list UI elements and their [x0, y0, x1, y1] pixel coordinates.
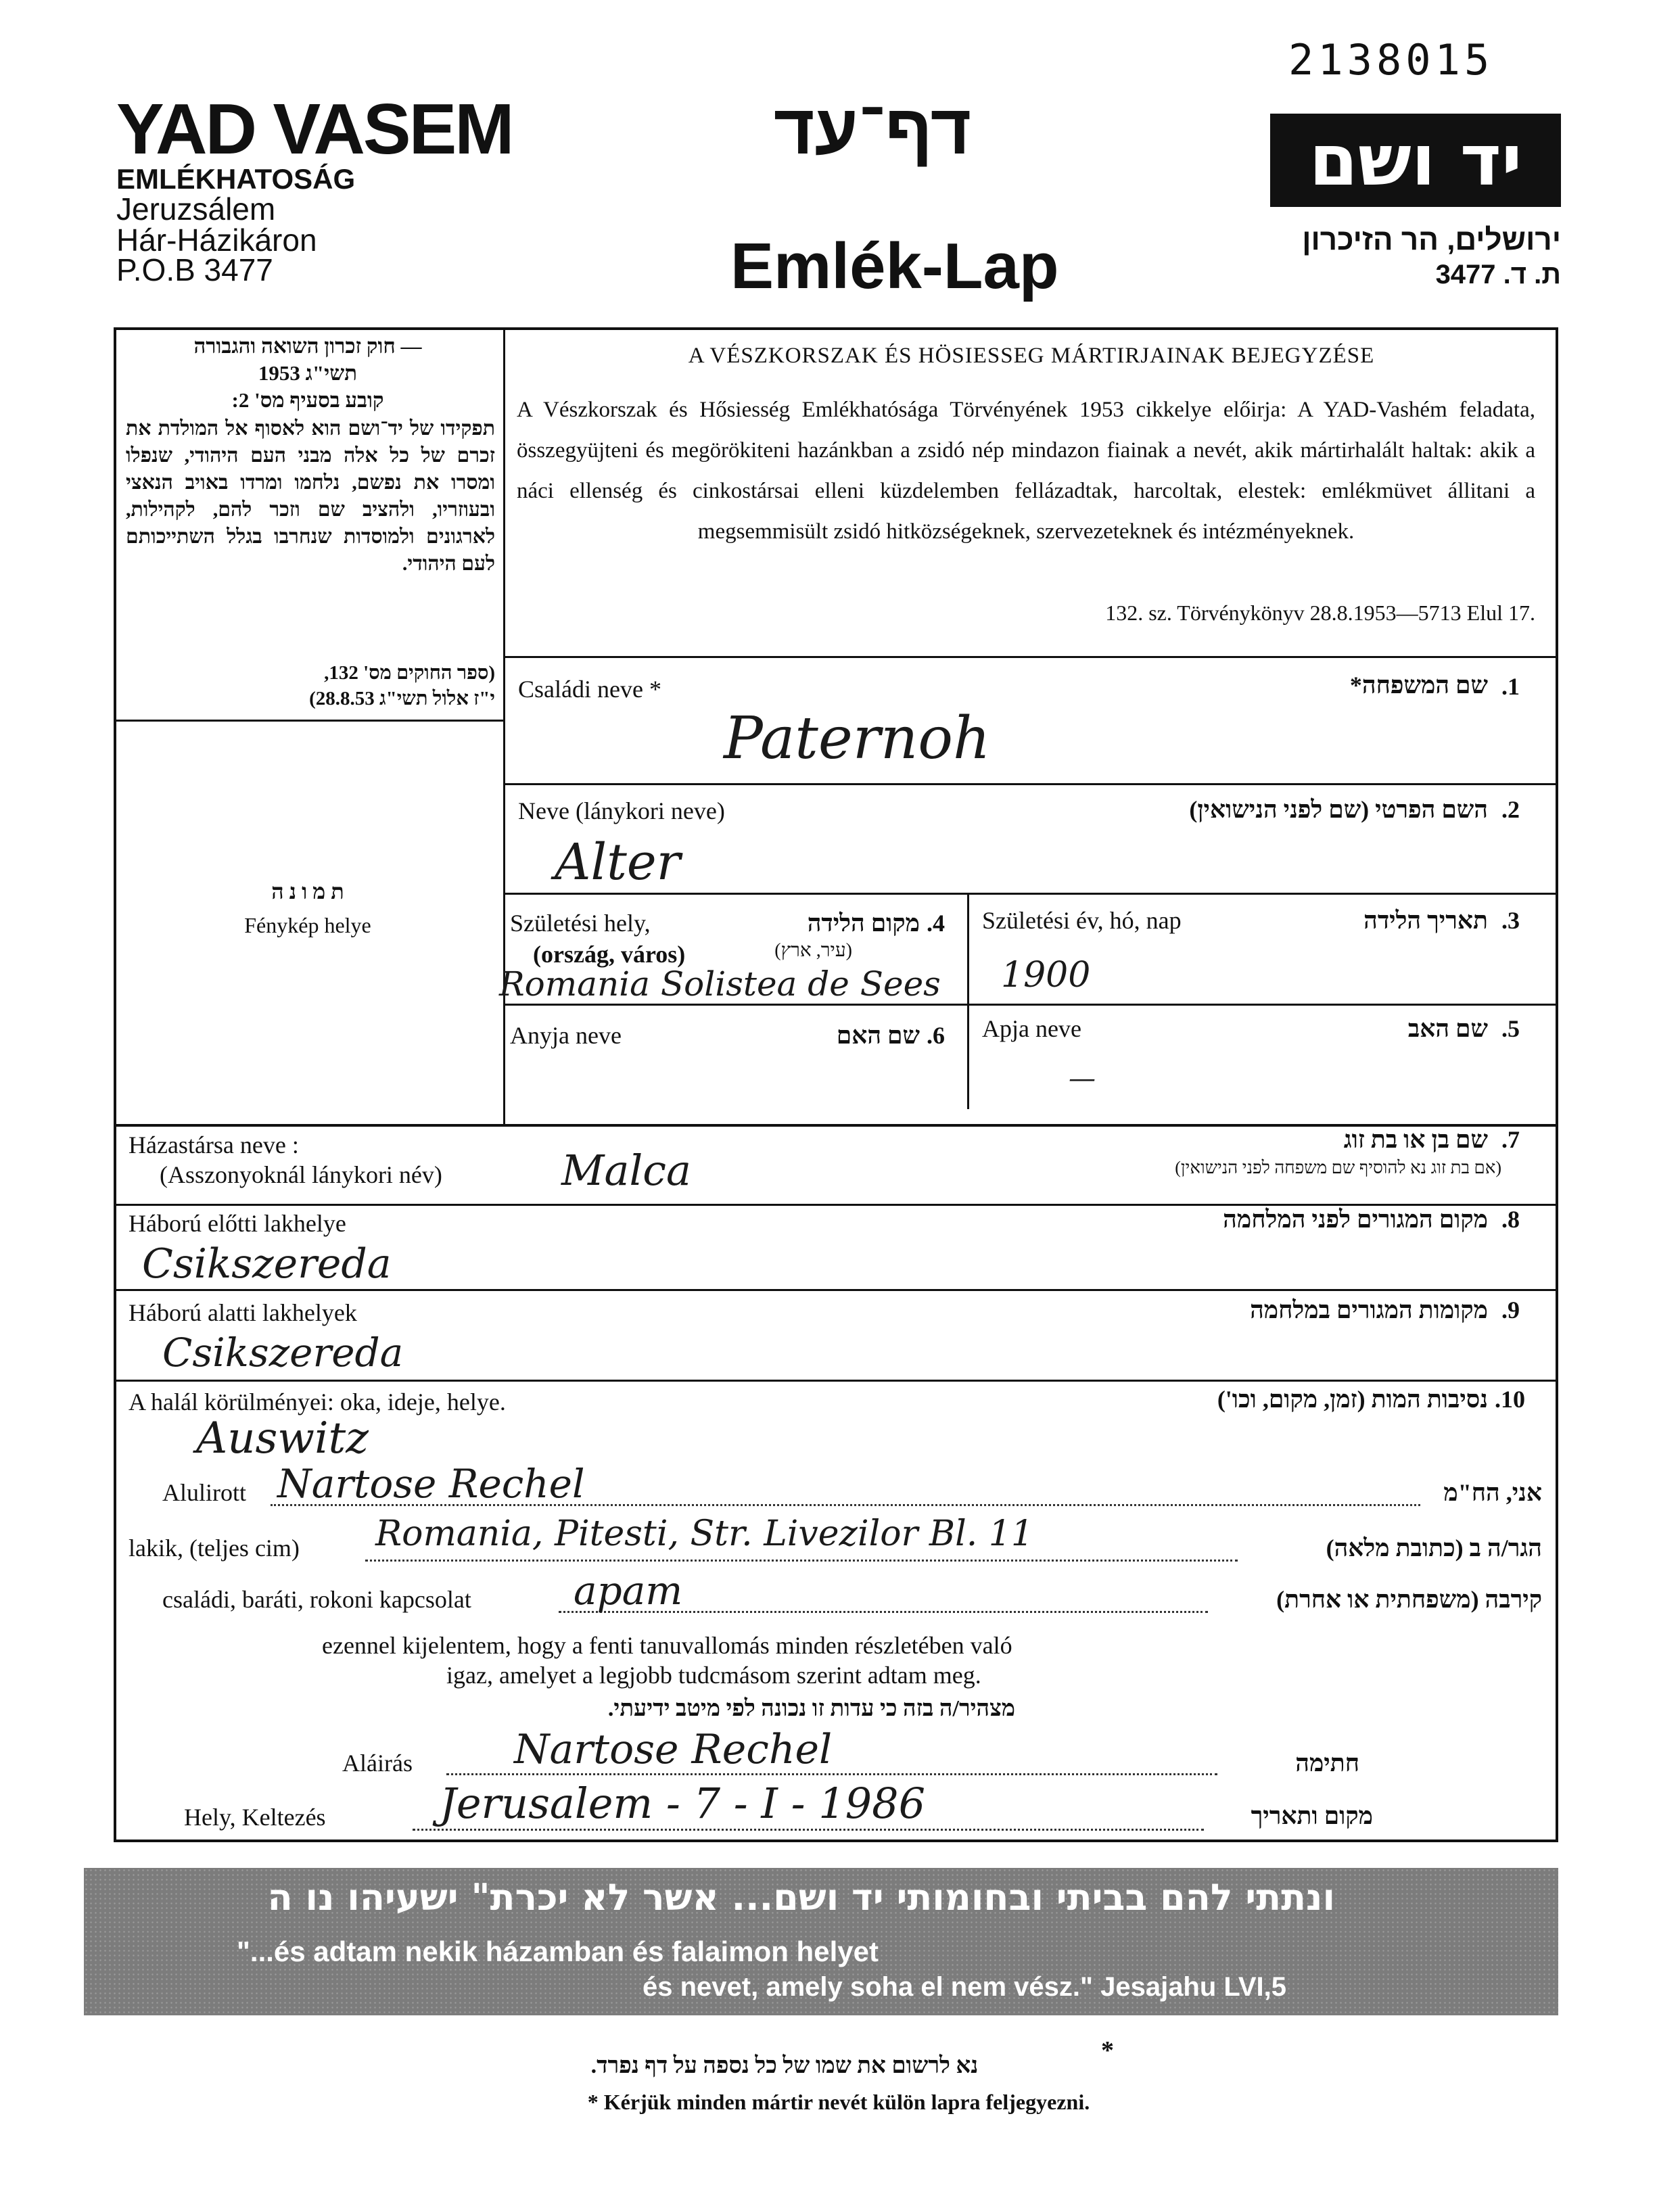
statement-line-2: igaz, amelyet a legjobb tudcmásom szerint adtam meg. [446, 1662, 981, 1689]
field-1-hebrew: שם המשפחה* [1349, 672, 1488, 699]
declarant-relation-value: apam [574, 1568, 683, 1614]
footer-hebrew: נא לרשום את שמו של כל נספה על דף נפרד. [590, 2053, 979, 2078]
field-3-hebrew: תאריך הלידה [1363, 907, 1488, 934]
field-2-number: .2 [1501, 796, 1520, 823]
frame-right [1556, 327, 1558, 1146]
frame-top [114, 327, 1558, 330]
field-7-value: Malca [561, 1146, 691, 1195]
declarant-address-value: Romania, Pitesti, Str. Livezilor Bl. 11 [375, 1514, 1033, 1554]
law-ref2: י"ז אלול תשי"ג 28.8.53) [309, 688, 495, 709]
field-6-number: .6 [927, 1022, 945, 1049]
field-2-label: Neve (lánykori neve) [518, 797, 725, 824]
field-7-number: .7 [1501, 1126, 1520, 1153]
field-6-label: Anyja neve [510, 1022, 622, 1049]
law-box-divider [503, 327, 505, 1125]
law-heading [122, 333, 494, 414]
org-sub: EMLÉKHATOSÁG [116, 163, 356, 195]
declarant-address-hebrew: הגר/ה ב (כתובת מלאה) [1326, 1535, 1542, 1562]
law-reference [126, 660, 495, 711]
field-9-value: Csikszereda [162, 1330, 404, 1376]
law-line1: — חוק זכרון השואה והגבורה [193, 334, 422, 358]
field-1-label: Családi neve * [518, 676, 661, 703]
law-line3: קובע בסעיף מס' 2: [231, 388, 384, 412]
place-date-value: Jerusalem - 7 - I - 1986 [440, 1779, 926, 1828]
photo-label: Fénykép helye [244, 913, 371, 937]
field-8-hebrew: מקום המגורים לפני המלחמה [1223, 1206, 1488, 1233]
declarant-address-line [365, 1558, 1238, 1562]
statement-line-1: ezennel kijelentem, hogy a fenti tanuvallomás minden részletében való [322, 1632, 1012, 1659]
field-1-number: .1 [1501, 673, 1520, 700]
photo-hebrew: ת מ ו נ ה [271, 879, 344, 904]
banner-hebrew: ונתתי להם בביתי ובחומותי יד ושם... אשר לא יכרת" ישעיהו נו ה [267, 1876, 1335, 1919]
lower-frame-left [114, 1124, 116, 1842]
field-2-value: Alter [555, 833, 681, 891]
field-4-label: Születési hely, [510, 910, 651, 937]
quote-banner [84, 1868, 1558, 2015]
page-title: Emlék-Lap [730, 230, 1059, 302]
field-7-label-2: (Asszonyoknál lánykori név) [160, 1161, 442, 1188]
lower-frame-right [1556, 1124, 1558, 1842]
place-date-hebrew: מקום ותאריך [1251, 1802, 1373, 1829]
field-line-1 [503, 656, 1558, 658]
org-name: YAD VASEM [116, 89, 513, 169]
field-3-number: .3 [1501, 907, 1520, 934]
logo [1270, 114, 1561, 207]
org-street: Hár-Házikáron [116, 222, 317, 258]
field-vertical-divider [967, 893, 969, 1109]
intro-citation: 132. sz. Törvénykönyv 28.8.1953—5713 Elul 17. [1105, 601, 1535, 625]
logo-hebrew: יד ושם [1309, 119, 1522, 202]
field-8-number: .8 [1501, 1206, 1520, 1233]
field-5-label: Apja neve [982, 1015, 1081, 1042]
field-10-number: .10 [1495, 1386, 1525, 1413]
field-4-hebrew-2: (עיר, ארץ) [774, 940, 852, 961]
field-4-number: .4 [927, 910, 945, 937]
field-1-value: Paternoh [724, 705, 991, 772]
org-city: Jeruzsálem [116, 191, 276, 227]
title-hebrew: דף־עד [773, 91, 972, 169]
declarant-relation-label: családi, baráti, rokoni kapcsolat [162, 1586, 471, 1613]
org-pob: P.O.B 3477 [116, 252, 273, 287]
law-ref1: (ספר החוקים מס' 132, [324, 662, 495, 684]
field-10-hebrew: נסיבות המות (זמן, מקום, וכו') [1217, 1386, 1488, 1413]
field-9-number: .9 [1501, 1296, 1520, 1323]
field-4-value: Romania Solistea de Sees [499, 964, 941, 1004]
field-6-hebrew: שם האם [836, 1022, 920, 1049]
declarant-name-value: Nartose Rechel [277, 1461, 585, 1507]
statement-hebrew: מצהיר/ה בזה כי עדות זו נכונה לפי מיטב ידיעתי. [607, 1696, 1016, 1721]
intro-heading: A VÉSZKORSZAK ÉS HÖSIESSEG MÁRTIRJAINAK BEJEGYZÉSE [688, 344, 1375, 368]
field-4-hebrew: מקום הלידה [807, 910, 920, 937]
footer-text: * Kérjük minden mártir nevét külön lapra feljegyezni. [587, 2090, 1090, 2114]
signature-hebrew: חתימה [1295, 1750, 1359, 1777]
field-3-value: 1900 [1001, 955, 1091, 995]
field-5-value: — [1069, 1063, 1096, 1094]
field-10-label: A halál körülményei: oka, ideje, helye. [129, 1388, 506, 1415]
field-line-3 [503, 893, 1558, 895]
field-7-label: Házastársa neve : [129, 1131, 299, 1158]
address-hebrew: ירושלים, הר הזיכרון [1302, 223, 1561, 256]
law-body: תפקידו של יד־ושם הוא לאסוף אל המולדת את זכרם של כל אלה מבני העם היהודי, שנפלו ומסרו את נפשם, נלחמו ומרדו באויב הנאצי ובעוזריו, ולהציב שם וזכר להם, לקהילות, לארגונים ולמוסדות שנחרבו בגלל השתייכותם לעם היהודי. [126, 417, 495, 575]
footer-star: * [1101, 2036, 1114, 2065]
field-3-label: Születési év, hó, nap [982, 907, 1182, 934]
lower-frame-bottom [114, 1840, 1558, 1842]
field-9-label: Háború alatti lakhelyek [129, 1299, 357, 1326]
field-line-2 [503, 783, 1558, 785]
banner-line-2: és nevet, amely soha el nem vész." Jesajahu LVI,5 [643, 1972, 1287, 2002]
field-9-hebrew: מקומות המגורים במלחמה [1250, 1296, 1488, 1323]
signature-value: Nartose Rechel [514, 1726, 833, 1773]
law-line2: תשי"ג 1953 [258, 361, 358, 385]
intro-text: A Vészkorszak és Hősiesség Emlékhatósága Törvényének 1953 cikkelye előirja: A YAD-Vashém feladata, összegyüjteni és megörökiteni hazánkban a zsidó nép mindazon fiainak a nevét, akik mártirhalált haltak: akik a náci ellenség és cinkostársai elleni küzdelemben fellázadtak, harcoltak, elestek: emlékmüvet állitani a megsemmisült zsidó hitközségeknek, szervezeteknek és intézményeknek. [517, 398, 1535, 544]
field-8-value: Csikszereda [142, 1240, 392, 1288]
field-line-9 [114, 1380, 1558, 1382]
field-line-8 [114, 1289, 1558, 1291]
field-7-hebrew-2: (אם בת זוג נא להוסיף שם משפחה לפני הנישואין) [1175, 1158, 1501, 1177]
law-separator [114, 720, 505, 722]
field-2-hebrew: השם הפרטי (שם לפני הנישואין) [1189, 796, 1488, 823]
declarant-name-hebrew: אני, הח"מ [1443, 1479, 1542, 1506]
field-10-value: Auswitz [196, 1413, 369, 1463]
field-7-hebrew: שם בן או בת זוג [1343, 1126, 1488, 1153]
field-4-label-2: (ország, város) [533, 941, 686, 968]
declarant-relation-hebrew: קירבה (משפחתית או אחרת) [1276, 1586, 1542, 1613]
declarant-name-label: Alulirott [162, 1479, 246, 1506]
field-5-number: .5 [1501, 1015, 1520, 1042]
frame-left [114, 327, 116, 1146]
declarant-address-label: lakik, (teljes cim) [129, 1535, 300, 1562]
banner-line-1: "...és adtam nekik házamban és falaimon helyet [237, 1936, 879, 1967]
field-5-hebrew: שם האב [1407, 1015, 1488, 1042]
signature-label: Aláirás [342, 1750, 413, 1777]
pob-hebrew: ת. ד. 3477 [1435, 260, 1561, 289]
record-number: 2138015 [1288, 35, 1494, 85]
place-date-label: Hely, Keltezés [184, 1804, 326, 1831]
field-8-label: Háború előtti lakhelye [129, 1210, 346, 1237]
field-line-4 [503, 1004, 1558, 1006]
